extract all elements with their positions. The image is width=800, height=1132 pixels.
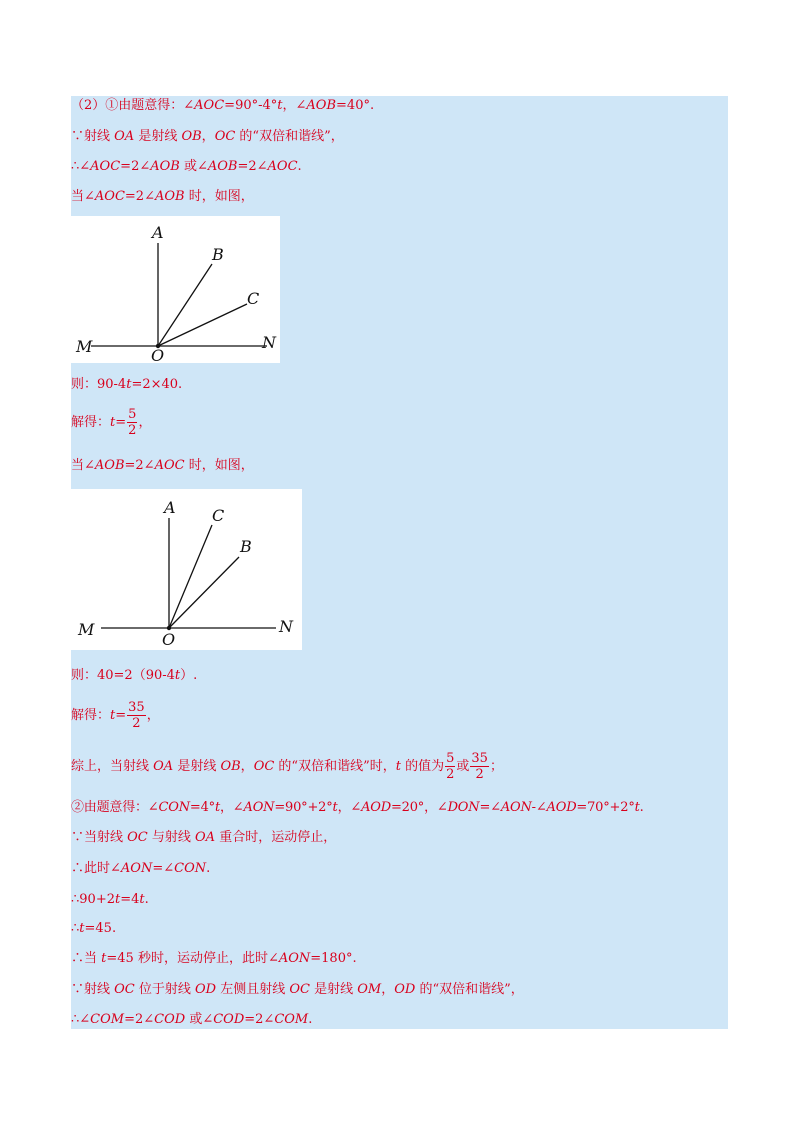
solution-line-4	[71, 188, 254, 206]
text-run: 是射线	[309, 982, 358, 997]
ray-name: OC	[253, 759, 275, 774]
label-A: A	[164, 498, 176, 517]
solution-line-7	[71, 457, 254, 475]
variable-t: t	[174, 668, 181, 683]
ray-name: OA	[114, 129, 135, 144]
ray-name: OA	[195, 830, 216, 845]
fraction	[470, 751, 489, 782]
label-O: O	[162, 630, 176, 649]
text-run: 综上，当射线	[71, 759, 154, 774]
angle-name: AOD	[546, 800, 577, 815]
text-run: 则：90-4	[71, 377, 127, 392]
text-run: .	[308, 1012, 313, 1027]
variable-t: t	[114, 892, 121, 907]
text-run: =∠	[479, 800, 501, 815]
angle-name: COM	[274, 1012, 309, 1027]
solution-line-1	[71, 97, 374, 115]
text-run: 或∠	[179, 159, 208, 174]
variable-t: t	[79, 921, 85, 936]
text-run: ，	[138, 415, 152, 430]
text-run: =20°，∠	[390, 800, 448, 815]
solution-line-9	[71, 700, 160, 731]
text-run: 或∠	[185, 1012, 214, 1027]
text-run: ②由题意得：∠	[71, 800, 159, 815]
angle-name: AOB	[306, 98, 337, 113]
angle-name: COD	[213, 1012, 245, 1027]
text-run: =4	[120, 892, 140, 907]
fraction-denominator: 2	[446, 767, 455, 782]
text-run: =180°.	[310, 951, 357, 966]
text-run: ∴	[71, 921, 80, 936]
solution-line-17	[71, 981, 524, 999]
solution-line-8	[71, 667, 197, 685]
angle-name: AOB	[207, 159, 238, 174]
text-run: =2∠	[120, 159, 151, 174]
solution-line-6	[71, 407, 151, 438]
variable-t: t	[110, 708, 116, 723]
label-O: O	[151, 346, 165, 363]
text-run: ；	[489, 759, 503, 774]
fraction-denominator: 2	[475, 767, 484, 782]
text-run: ∵射线	[71, 129, 115, 144]
ray-OC	[169, 525, 212, 628]
variable-t: t	[332, 800, 338, 815]
text-run: .	[297, 159, 302, 174]
text-run: 是射线	[173, 759, 221, 774]
fraction-numerator: 35	[128, 700, 145, 715]
angle-name: AOB	[150, 159, 180, 174]
text-run: 则：40=2（90-4	[71, 668, 175, 683]
text-run: -∠	[531, 800, 547, 815]
text-run: =2∠	[124, 458, 155, 473]
solution-line-15	[71, 920, 116, 938]
solution-line-2	[71, 128, 344, 146]
text-run: 时，如图，	[184, 189, 254, 204]
text-run: =	[115, 415, 127, 430]
label-C: C	[247, 289, 260, 308]
text-run: ∴∠	[71, 1012, 91, 1027]
text-run: .	[639, 800, 644, 815]
figure-1-angle-diagram	[71, 216, 280, 363]
text-run: （2）①由题意得：∠	[71, 98, 195, 113]
text-run: =90°+2°	[274, 800, 333, 815]
solution-line-13	[71, 860, 210, 878]
text-run: ，	[201, 129, 215, 144]
ray-OB	[169, 557, 239, 628]
fraction-numerator: 5	[128, 407, 137, 422]
angle-name: AON	[243, 800, 275, 815]
text-run: 的“双倍和谐线”，	[235, 129, 344, 144]
ray-name: OC	[289, 982, 310, 997]
text-run: 重合时，运动停止，	[215, 830, 337, 845]
text-run: ∴∠	[71, 159, 91, 174]
angle-name: COM	[90, 1012, 125, 1027]
angle-name: AOC	[267, 159, 298, 174]
text-run: =45.	[84, 921, 117, 936]
angle-name: AON	[500, 800, 532, 815]
text-run: 或	[456, 759, 470, 774]
text-run: =2∠	[124, 189, 155, 204]
label-B: B	[240, 537, 252, 556]
text-run: ∴90+2	[71, 892, 115, 907]
angle-name: DON	[447, 800, 480, 815]
text-run: 当∠	[71, 458, 95, 473]
solution-line-5	[71, 376, 182, 394]
solution-line-10	[71, 751, 503, 782]
ray-name: OC	[214, 129, 236, 144]
variable-t: t	[214, 800, 220, 815]
label-B: B	[212, 245, 224, 264]
text-run: ∴此时∠	[71, 861, 121, 876]
angle-name: AON	[278, 951, 311, 966]
angle-name: AOB	[94, 458, 125, 473]
angle-name: COD	[154, 1012, 186, 1027]
text-run: 解得：	[71, 415, 111, 430]
text-run: 时，如图，	[184, 458, 254, 473]
text-run: 的值为	[400, 759, 445, 774]
label-M: M	[78, 620, 95, 639]
text-run: =2×40.	[131, 377, 183, 392]
solution-line-12	[71, 829, 336, 847]
solution-line-16	[71, 950, 357, 968]
solution-line-14	[71, 891, 149, 909]
variable-t: t	[126, 377, 132, 392]
text-run: 是射线	[134, 129, 182, 144]
angle-name: AOC	[94, 189, 125, 204]
text-run: ∴当	[71, 951, 102, 966]
text-run: =4°	[189, 800, 215, 815]
angle-name: AOB	[154, 189, 185, 204]
text-run: =45 秒时，运动停止，此时∠	[106, 951, 279, 966]
text-run: 解得：	[71, 708, 111, 723]
angle-name: CON	[158, 800, 190, 815]
text-run: =2∠	[124, 1012, 155, 1027]
ray-name: OD	[394, 982, 416, 997]
text-run: =∠	[152, 861, 175, 876]
angle-name: AOC	[154, 458, 185, 473]
text-run: 的“双倍和谐线”时，	[274, 759, 396, 774]
text-run: ，∠	[337, 800, 362, 815]
angle-name: AOD	[361, 800, 391, 815]
fraction-denominator: 2	[132, 716, 141, 731]
text-run: ，∠	[220, 800, 244, 815]
ray-name: OC	[114, 982, 135, 997]
variable-t: t	[634, 800, 640, 815]
text-run: =40°.	[336, 98, 375, 113]
fraction	[127, 407, 137, 438]
text-run: ，	[381, 982, 395, 997]
ray-name: OB	[181, 129, 202, 144]
text-run: 左侧且射线	[216, 982, 290, 997]
variable-t: t	[101, 951, 107, 966]
label-A: A	[152, 223, 164, 242]
text-run: ，	[146, 708, 160, 723]
text-run: 当∠	[71, 189, 95, 204]
text-run: ∵射线	[71, 982, 115, 997]
label-M: M	[76, 337, 93, 356]
text-run: =	[115, 708, 127, 723]
label-N: N	[262, 333, 276, 352]
fraction-numerator: 35	[471, 751, 488, 766]
solution-line-18	[71, 1011, 312, 1029]
text-run: =90°-4°	[224, 98, 278, 113]
fraction	[127, 700, 146, 731]
text-run: 的“双倍和谐线”，	[415, 982, 524, 997]
text-run: ）.	[180, 668, 198, 683]
angle-name: CON	[174, 861, 207, 876]
angle-name: AON	[120, 861, 153, 876]
text-run: =2∠	[237, 159, 268, 174]
text-run: 位于射线	[134, 982, 196, 997]
fraction	[445, 751, 455, 782]
text-run: 与射线	[147, 830, 196, 845]
variable-t: t	[395, 759, 401, 774]
angle-name: AOC	[90, 159, 121, 174]
ray-name: OM	[357, 982, 382, 997]
text-run: ，∠	[282, 98, 307, 113]
fraction-numerator: 5	[446, 751, 455, 766]
text-run: ∵当射线	[71, 830, 128, 845]
angle-name: AOC	[194, 98, 225, 113]
variable-t: t	[139, 892, 145, 907]
fraction-denominator: 2	[128, 423, 137, 438]
ray-name: OD	[195, 982, 217, 997]
label-C: C	[212, 506, 225, 525]
variable-t: t	[277, 98, 283, 113]
figure-2-angle-diagram	[71, 489, 302, 650]
text-run: =70°+2°	[576, 800, 635, 815]
ray-name: OC	[127, 830, 148, 845]
text-run: =2∠	[244, 1012, 275, 1027]
solution-line-11	[71, 799, 644, 817]
variable-t: t	[110, 415, 116, 430]
text-run: .	[206, 861, 211, 876]
text-run: .	[144, 892, 149, 907]
ray-name: OA	[153, 759, 174, 774]
label-N: N	[279, 617, 293, 636]
text-run: ，	[240, 759, 254, 774]
ray-name: OB	[220, 759, 241, 774]
solution-line-3	[71, 158, 302, 176]
